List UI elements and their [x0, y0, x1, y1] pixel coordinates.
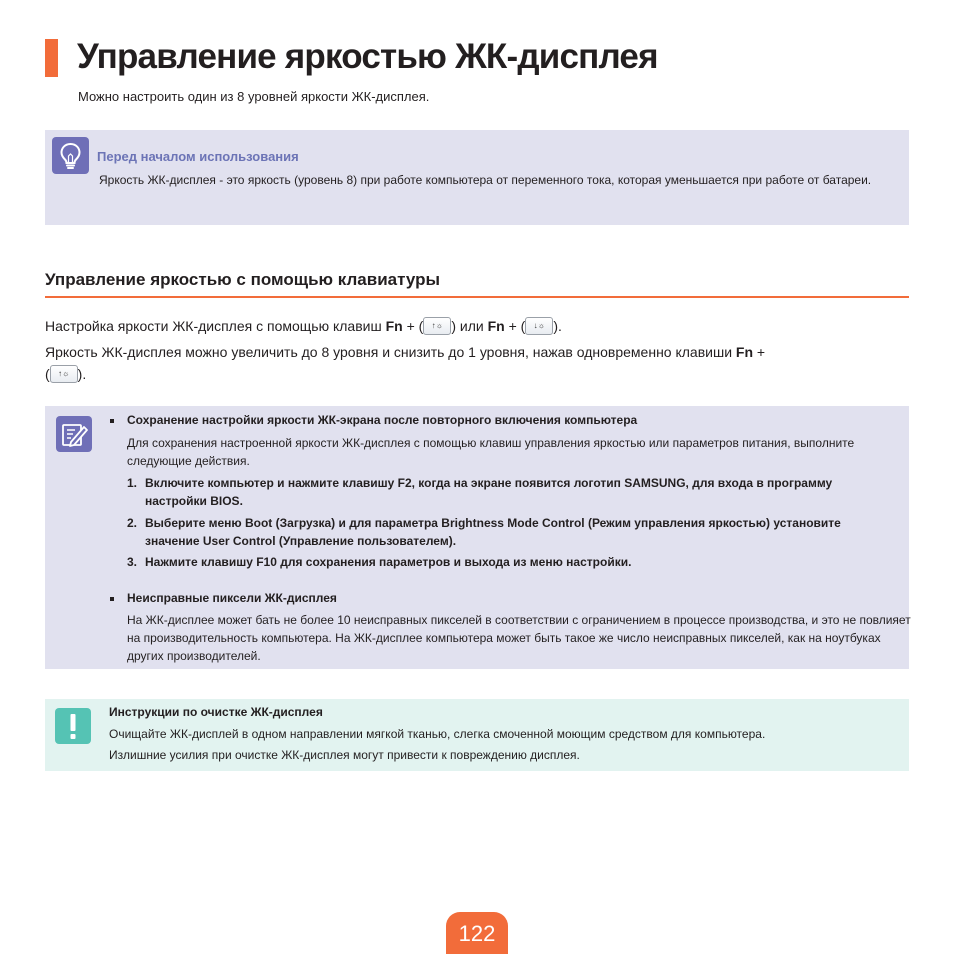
page-title: Управление яркостью ЖК-дисплея	[77, 37, 658, 76]
exclamation-icon	[55, 708, 91, 744]
step-text: Нажмите клавишу F10 для сохранения параметров и выхода из меню настройки.	[145, 555, 632, 569]
page-number-tab	[446, 912, 508, 954]
para2-open: (	[45, 366, 50, 382]
title-accent-bar	[45, 39, 58, 77]
page-number: 122	[458, 921, 496, 946]
para1-end: ).	[553, 318, 562, 334]
note-bullet-text: Для сохранения настроенной яркости ЖК-дисплея с помощью клавиш управления яркостью или параметров питания, выполните следующие действия.	[127, 436, 855, 468]
para1-pre: Настройка яркости ЖК-дисплея с помощью клавиш	[45, 318, 386, 334]
keyboard-instruction	[45, 315, 909, 337]
caution-box	[45, 699, 909, 771]
note-bullet-title: Сохранение настройки яркости ЖК-экрана после повторного включения компьютера	[127, 413, 638, 427]
caution-line-2: Излишние усилия при очистке ЖК-дисплея могут привести к повреждению дисплея.	[109, 748, 580, 762]
step-item	[127, 514, 887, 550]
brightness-up-key-icon-2: ↑☼	[50, 365, 78, 383]
fn-key-label-3: Fn	[735, 344, 754, 360]
caution-line-1: Очищайте ЖК-дисплей в одном направлении мягкой тканью, слегка смоченной моющим средством для компьютера.	[109, 727, 766, 741]
note-bullet-pixels	[111, 590, 337, 607]
section-divider	[45, 296, 909, 298]
pencil-note-icon	[56, 416, 92, 452]
para2-end: ).	[77, 366, 87, 382]
tip-title: Перед началом использования	[97, 149, 299, 164]
intro-text: Можно настроить один из 8 уровней яркости ЖК-дисплея.	[78, 89, 430, 104]
step-text: Выберите меню Boot (Загрузка) и для параметра Brightness Mode Control (Режим управления яркостью) установите значение User Control (Управление пользователем).	[145, 516, 841, 548]
fn-key-label-2: Fn	[487, 318, 505, 334]
step-number: 2.	[127, 516, 138, 530]
para2-pre: Яркость ЖК-дисплея можно увеличить до 8 уровня и снизить до 1 уровня, нажав одновременно клавиши	[45, 344, 736, 360]
para1-plus: + (	[402, 318, 424, 334]
note-box	[45, 406, 909, 669]
step-number: 3.	[127, 555, 138, 569]
caution-title: Инструкции по очистке ЖК-дисплея	[109, 705, 323, 719]
tip-box	[45, 130, 909, 225]
step-text: Включите компьютер и нажмите клавишу F2, когда на экране появится логотип SAMSUNG, для входа в программу настройки BIOS.	[145, 476, 833, 508]
step-item	[127, 474, 887, 510]
para1-mid: ) или	[451, 318, 488, 334]
note-bullet-text: На ЖК-дисплее может бать не более 10 неисправных пикселей в соответствии с ограничением в процессе производства, и это не повлияет на производительность компьютера. На ЖК-дисплее компьютера может быть такое же число неисправных пикселей, как на ноутбуках других производителей.	[127, 613, 911, 663]
brightness-range-text	[45, 341, 909, 385]
note-bullet-brightness	[111, 412, 637, 429]
brightness-up-key-icon: ↑☼	[423, 317, 451, 335]
step-number: 1.	[127, 476, 138, 490]
brightness-down-key-icon: ↓☼	[525, 317, 553, 335]
para1-plus-2: + (	[504, 318, 526, 334]
lightbulb-icon	[52, 137, 89, 174]
fn-key-label: Fn	[385, 318, 403, 334]
section-title: Управление яркостью с помощью клавиатуры	[45, 270, 440, 289]
para2-plus: +	[753, 344, 766, 360]
step-item	[127, 553, 887, 571]
tip-text: Яркость ЖК-дисплея - это яркость (уровень 8) при работе компьютера от переменного тока, которая уменьшается при работе от батареи.	[99, 173, 872, 187]
note-bullet-title: Неисправные пиксели ЖК-дисплея	[127, 591, 337, 605]
